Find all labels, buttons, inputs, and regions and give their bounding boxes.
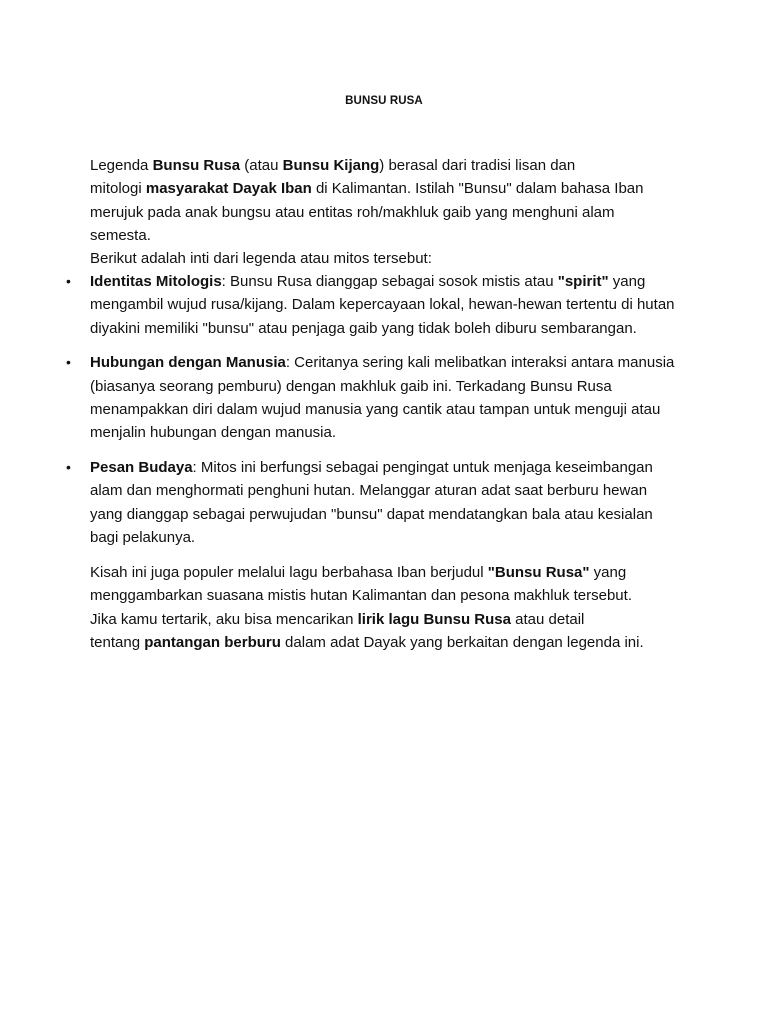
list-item-line: (biasanya seorang pemburu) dengan makhluk gaib ini. Terkadang Bunsu Rusa bbox=[90, 377, 612, 395]
bold-text: Bunsu Kijang bbox=[282, 157, 380, 174]
closing-paragraph bbox=[90, 561, 690, 654]
bullet-icon: • bbox=[66, 459, 71, 476]
list-item bbox=[66, 351, 690, 444]
list-item-line bbox=[90, 351, 690, 374]
text-run: di Kalimantan. Istilah "Bunsu" dalam bahasa Iban bbox=[311, 180, 644, 198]
text-run: tentang bbox=[90, 633, 145, 651]
bold-text: lirik lagu Bunsu Rusa bbox=[357, 610, 511, 628]
text-run: Legenda bbox=[90, 157, 153, 174]
text-run: (atau bbox=[240, 157, 283, 174]
text-run: Kisah ini juga populer melalui lagu berbahasa Iban berjudul bbox=[90, 564, 488, 581]
bullet-term: Pesan Budaya bbox=[90, 459, 193, 477]
closing-line bbox=[90, 631, 690, 654]
closing-line: menggambarkan suasana mistis hutan Kalimantan dan pesona makhluk tersebut. bbox=[90, 587, 632, 605]
bullet-term: Identitas Mitologis bbox=[90, 273, 222, 290]
bullet-term: Hubungan dengan Manusia bbox=[90, 354, 286, 372]
list-item-line: menjalin hubungan dengan manusia. bbox=[90, 424, 337, 442]
intro-line bbox=[90, 177, 690, 200]
text-run: : Bunsu Rusa dianggap sebagai sosok mistis atau bbox=[221, 273, 558, 290]
text-run: ) berasal dari tradisi lisan dan bbox=[379, 157, 576, 174]
list-item-line: yang dianggap sebagai perwujudan "bunsu" dapat mendatangkan bala atau kesialan bbox=[90, 505, 653, 523]
list-item bbox=[66, 270, 690, 340]
bullet-icon: • bbox=[66, 354, 71, 371]
text-run: mitologi bbox=[90, 180, 146, 198]
closing-line bbox=[90, 608, 690, 631]
list-item-line: alam dan menghormati penghuni hutan. Melanggar aturan adat saat berburu hewan bbox=[90, 482, 648, 500]
text-run: Jika kamu tertarik, aku bisa mencarikan bbox=[90, 610, 358, 628]
bullet-icon: • bbox=[66, 273, 71, 289]
list-item bbox=[66, 456, 690, 549]
text-run: dalam adat Dayak yang berkaitan dengan legenda ini. bbox=[280, 633, 644, 651]
bullet-list bbox=[66, 270, 690, 561]
bold-text: masyarakat Dayak Iban bbox=[145, 180, 312, 198]
list-item-line: mengambil wujud rusa/kijang. Dalam kepercayaan lokal, hewan-hewan tertentu di hutan bbox=[90, 296, 675, 314]
text-run: : Mitos ini berfungsi sebagai pengingat untuk menjaga keseimbangan bbox=[192, 459, 653, 477]
intro-line: semesta. bbox=[90, 226, 151, 244]
text-run: : Ceritanya sering kali melibatkan interaksi antara manusia bbox=[285, 354, 675, 372]
list-item-line: bagi pelakunya. bbox=[90, 528, 196, 546]
bold-text: "Bunsu Rusa" bbox=[487, 564, 590, 581]
bold-text: pantangan berburu bbox=[144, 633, 281, 651]
text-run: yang bbox=[589, 564, 627, 581]
text-run: yang bbox=[608, 273, 646, 290]
list-item-line bbox=[90, 270, 690, 293]
document-title: BUNSU RUSA bbox=[345, 95, 423, 107]
intro-line: merujuk pada anak bungsu atau entitas roh/makhluk gaib yang menghuni alam bbox=[90, 203, 615, 221]
bold-text: Bunsu Rusa bbox=[152, 157, 241, 174]
closing-line bbox=[90, 561, 690, 584]
intro-paragraph bbox=[90, 154, 690, 270]
intro-line bbox=[90, 154, 690, 177]
list-item-line: menampakkan diri dalam wujud manusia yang cantik atau tampan untuk menguji atau bbox=[90, 400, 661, 418]
bold-text: "spirit" bbox=[557, 273, 609, 290]
list-item-line: diyakini memiliki "bunsu" atau penjaga gaib yang tidak boleh diburu sembarangan. bbox=[90, 319, 637, 337]
list-item-line bbox=[90, 456, 690, 479]
text-run: atau detail bbox=[510, 610, 585, 628]
intro-line: Berikut adalah inti dari legenda atau mitos tersebut: bbox=[90, 250, 432, 268]
